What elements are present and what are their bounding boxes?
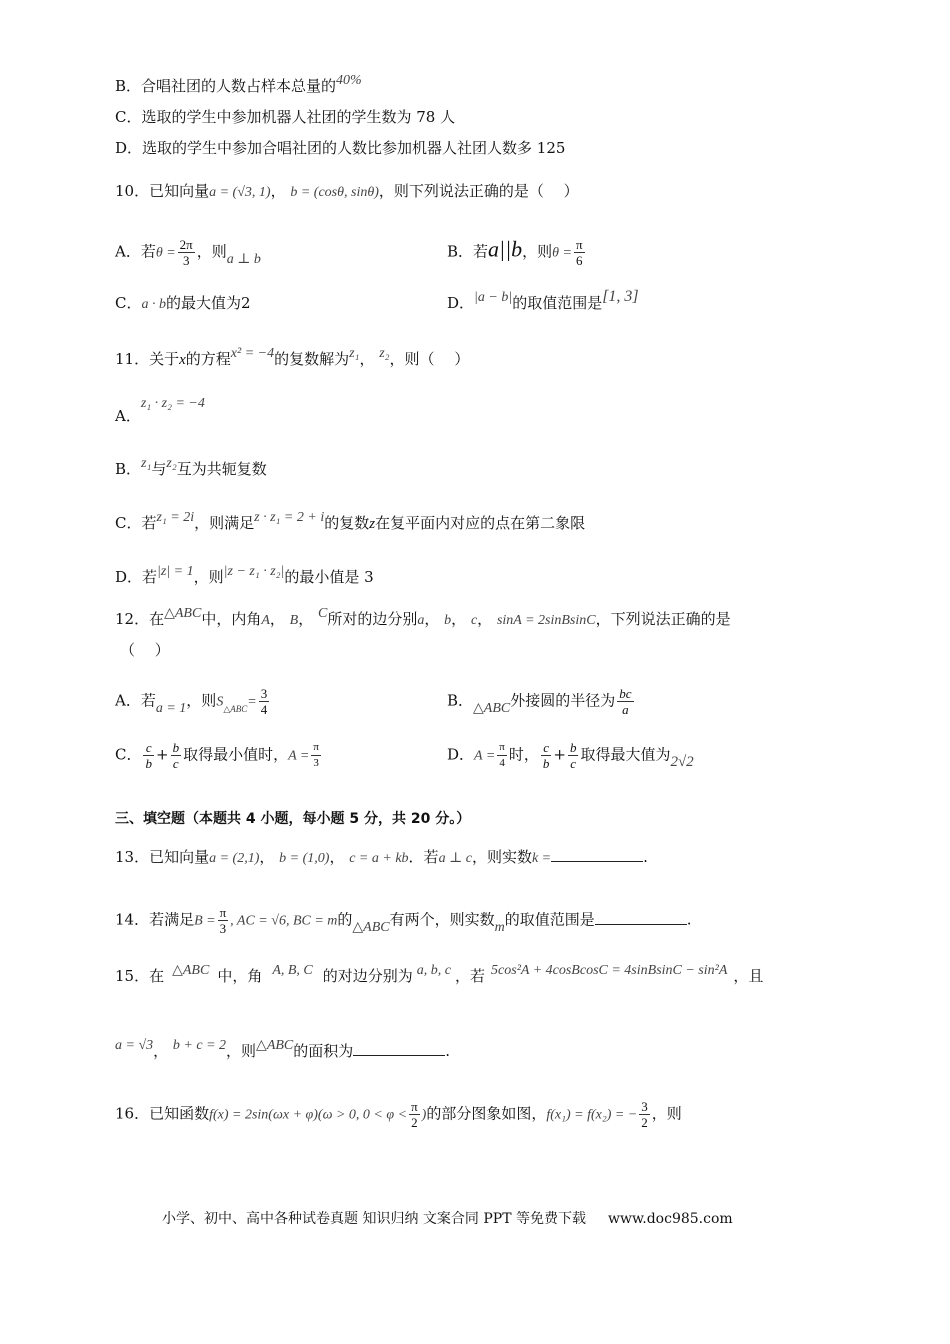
q12-c-n1: c	[143, 740, 154, 756]
q10-d-range: [1, 3]	[602, 288, 639, 305]
q10-stem-text: 10．已知向量	[115, 182, 210, 200]
q13-vector-a: a = (2,1)	[209, 851, 260, 866]
q10-option-c	[115, 293, 251, 315]
q12-c-den: 3	[313, 757, 319, 769]
q14-end: .	[686, 910, 692, 929]
q12-b-text: 外接圆的半径为	[510, 691, 616, 710]
q12-d-n1: c	[541, 740, 552, 756]
q10-d-label: D．	[447, 294, 475, 312]
q15-line1	[115, 963, 764, 988]
q16-condition: f(x₁) = f(x₂) = −	[546, 1107, 638, 1123]
q11-c-text-b: 在复平面内对应的点在第二象限	[375, 514, 586, 532]
q11-a-math: z₁ · z₂ = −4	[140, 396, 205, 411]
q9-option-b-percent: 40%	[336, 73, 362, 88]
q10-c-label: C．	[115, 294, 142, 312]
q11-stem-b: 的方程	[185, 350, 231, 368]
q10-option-a	[115, 237, 261, 268]
q14-mid: 的	[337, 910, 353, 929]
q10-vector-b: b = (cosθ, sinθ)	[290, 185, 379, 200]
q16-mid: 的部分图象如图，	[426, 1104, 547, 1123]
q12-d-label: D．	[447, 745, 475, 764]
q12-a-S: S	[216, 694, 224, 710]
q14-fraction	[218, 905, 229, 936]
q12-b-num: bc	[619, 686, 632, 701]
q11-d-mid: ，则	[193, 568, 224, 586]
q12-d-eq: A =	[474, 748, 496, 764]
q12-option-a	[115, 686, 271, 717]
q13-end: .	[643, 848, 648, 866]
q12-stem: 12．在△ABC中，内角A， B， C所对的边分别a， b， c， sinA = 2sinBsinC，下列说法正确的是	[115, 606, 731, 628]
q11-c-math1: z₁ = 2i	[156, 510, 195, 525]
q10-c-text: 的最大值为2	[165, 294, 251, 312]
q15-mid1: 中，角	[217, 967, 263, 985]
q12-b-label: B．	[447, 691, 474, 710]
q10-a-fraction	[178, 237, 195, 268]
q15-triangle-2: △ABC	[256, 1038, 294, 1053]
q10-stem-end: ，则下列说法正确的是（ ）	[378, 182, 579, 200]
q11-d-text: 的最小值是 3	[284, 568, 374, 586]
q15-mid4: ，则	[226, 1042, 257, 1060]
q13-answer-blank[interactable]	[551, 847, 643, 862]
q12-c-plus: +	[155, 745, 169, 764]
q11-z2: z₂	[379, 346, 390, 361]
q9-option-d: D．选取的学生中参加合唱社团的人数比参加机器人社团人数多 125	[115, 139, 566, 157]
q15-mid2: 的对边分别为	[322, 967, 413, 985]
q12-c-frac2	[171, 740, 182, 771]
q12-stem-c: 所对的边分别	[327, 610, 418, 628]
q15-post: 的面积为	[293, 1042, 354, 1060]
q16-end: ，则	[651, 1104, 682, 1123]
q10-d-text: 的取值范围是	[512, 294, 603, 312]
q16-function: f(x) = 2sin(ωx + φ)(ω > 0, 0 < φ <	[209, 1107, 408, 1123]
q12-c-text: 取得最小值时，	[183, 745, 289, 764]
q11-stem-c: 的复数解为	[274, 350, 350, 368]
q16-cden: 2	[641, 1115, 648, 1130]
q15-equation: 5cos²A + 4cosBcosC = 4sinBsinC − sin²A	[491, 963, 728, 978]
q12-c-n2: b	[172, 740, 180, 755]
q12-c-label: C．	[115, 745, 142, 764]
q13: 13．已知向量a = (2,1)， b = (1,0)， c = a + kb．若a ⊥ c，则实数k = .	[115, 848, 648, 866]
q14-m: m	[494, 919, 505, 935]
q10-c-math: a · b	[141, 297, 166, 312]
q11-c-text-a: 的复数	[324, 514, 370, 532]
q14-post-a: 有两个，则实数	[389, 910, 495, 929]
q10-a-theta: θ =	[155, 245, 176, 261]
q11-stem-d: ，则（ ）	[389, 350, 470, 368]
footer-text: 小学、初中、高中各种试卷真题 知识归纳 文案合同 PPT 等免费下载	[162, 1211, 586, 1227]
q12-angle-c: C	[318, 606, 328, 621]
q15-triangle: △ABC	[172, 963, 210, 978]
q12-side-b: b	[444, 613, 452, 628]
q12-c-angle-fraction	[311, 740, 321, 771]
q14-answer-blank[interactable]	[595, 910, 687, 925]
q12-stem-a: 12．在	[115, 610, 165, 628]
q9-option-b-text: B．合唱社团的人数占样本总量的	[115, 77, 337, 95]
q12-d-value: 2√2	[670, 753, 694, 770]
page-footer	[162, 1208, 733, 1228]
q11-b-label: B．	[115, 460, 142, 478]
q11-stem: 11．关于x的方程x² = −4的复数解为z₁， z₂，则（ ）	[115, 346, 470, 368]
q12-a-den: 4	[260, 702, 268, 717]
q11-d-math1: |z| = 1	[157, 564, 194, 579]
section-3-title: 三、填空题（本题共 4 小题，每小题 5 分，共 20 分。）	[115, 811, 471, 827]
q13-vector-c: c = a + kb	[349, 851, 409, 866]
q12-d-text: 取得最大值为	[580, 745, 671, 764]
q12-side-c: c	[470, 613, 478, 628]
q16-cond-fraction	[639, 1099, 650, 1130]
q12-option-d	[447, 740, 694, 771]
q10-option-b	[447, 237, 587, 268]
q12-option-c	[115, 740, 323, 771]
q11-x: x	[179, 352, 186, 368]
q10-b-den: 6	[576, 253, 583, 268]
q12-stem-d: ，下列说法正确的是	[595, 610, 731, 628]
q10-b-label: B．若	[447, 242, 489, 261]
q16-stem: 16．已知函数	[115, 1104, 210, 1123]
q12-paren: （ ）	[120, 641, 170, 659]
q11-b-text: 互为共轭复数	[176, 460, 267, 478]
q14	[115, 905, 692, 936]
q10-a-num: 2π	[179, 237, 193, 252]
q15-angles: A, B, C	[272, 963, 313, 978]
q11-c-mid: ，则满足	[194, 514, 255, 532]
q12-c-num: π	[311, 740, 321, 756]
q14-triangle: △ABC	[352, 919, 390, 935]
q10-stem	[115, 181, 579, 203]
q13-k: k =	[531, 851, 552, 866]
q12-side-a: a	[417, 613, 425, 628]
q12-d-num: π	[497, 740, 507, 756]
q10-sep: ，	[270, 182, 286, 200]
footer-url[interactable]: www.doc985.com	[607, 1211, 733, 1227]
q13-post: ，则实数	[471, 848, 532, 866]
q10-a-math: a ⊥ b	[226, 251, 261, 267]
q12-d-frac1	[541, 740, 552, 771]
q10-b-parallel: a||b	[488, 236, 523, 262]
q15-line2: a = √3， b + c = 2，则△ABC的面积为 .	[115, 1038, 451, 1060]
q15-mid3: ，若	[455, 967, 486, 985]
q11-stem-a: 11．关于	[115, 350, 180, 368]
q11-b-z1: z₁	[141, 456, 152, 471]
q11-option-d	[115, 564, 374, 589]
q9-option-c: C．选取的学生中参加机器人社团的学生数为 78 人	[115, 108, 456, 126]
q10-a-den: 3	[182, 253, 190, 268]
q14-post-b: 的取值范围是	[504, 910, 595, 929]
q13-perp: a ⊥ c	[438, 851, 472, 866]
q12-c-d2: c	[172, 756, 179, 771]
q14-num: π	[219, 905, 227, 920]
q12-a-num: 3	[260, 686, 268, 701]
q9-option-b	[115, 73, 362, 98]
q12-c-eq: A =	[288, 748, 310, 764]
q12-d-den: 4	[499, 757, 505, 769]
q10-a-label: A．若	[115, 242, 156, 261]
q12-d-angle-fraction	[497, 740, 507, 771]
q15-end2: .	[445, 1042, 451, 1060]
q15-stem: 15．在	[115, 967, 165, 985]
q16-cnum: 3	[641, 1099, 648, 1114]
q11-option-c	[115, 510, 586, 535]
q11-a-label: A．	[115, 407, 141, 425]
q10-b-fraction	[574, 237, 585, 268]
q10-b-num: π	[575, 237, 583, 252]
q12-a-math: a = 1	[155, 700, 187, 716]
q14-stem: 14．若满足	[115, 910, 195, 929]
q10-vector-a: a = (√3, 1)	[209, 185, 271, 200]
q11-b-z2: z₂	[166, 456, 177, 471]
q11-z1: z₁	[349, 346, 360, 361]
q12-condition: sinA = 2sinBsinC	[496, 613, 596, 628]
q14-b-eq: B =	[194, 913, 216, 929]
q11-c-z: z	[369, 516, 376, 532]
q15-answer-blank[interactable]	[353, 1041, 445, 1056]
q15-a: a = √3	[115, 1038, 154, 1053]
q12-triangle: △ABC	[164, 606, 202, 621]
q16	[115, 1099, 682, 1130]
q14-conditions: , AC = √6, BC = m	[230, 913, 338, 929]
q11-c-math2: z · z₁ = 2 + i	[254, 510, 325, 525]
q15-sides: a, b, c	[416, 963, 452, 978]
q13-stem: 13．已知向量	[115, 848, 210, 866]
q10-option-d	[447, 288, 639, 315]
q12-d-n2: b	[569, 740, 577, 755]
q10-a-mid: ，则	[196, 242, 227, 261]
q10-b-mid: ，则	[522, 242, 553, 261]
q11-d-math2: |z − z₁ · z₂|	[223, 564, 285, 579]
q10-d-math: |a − b|	[474, 290, 513, 305]
q12-a-fraction	[259, 686, 270, 717]
q11-c-label: C．若	[115, 514, 157, 532]
q12-d-frac2	[568, 740, 579, 771]
q12-option-b	[447, 686, 636, 717]
q11-d-label: D．若	[115, 568, 158, 586]
q12-stem-b: 中，内角	[201, 610, 262, 628]
q16-phi-fraction	[409, 1099, 420, 1130]
q11-b-and: 与	[151, 460, 167, 478]
q16-num: π	[411, 1099, 418, 1114]
q12-angle-b: B	[289, 613, 299, 628]
q12-a-S-sub: △ABC	[223, 703, 248, 714]
q11-equation: x² = −4	[230, 346, 275, 361]
q12-b-fraction	[617, 686, 633, 717]
q12-d-d2: c	[570, 756, 577, 771]
q10-b-theta: θ =	[552, 245, 572, 261]
q12-a-label: A．若	[115, 691, 156, 710]
q15-end1: ，且	[733, 967, 764, 985]
q11-option-a	[115, 396, 205, 428]
q12-c-d1: b	[145, 756, 152, 771]
q12-angle-a: A	[261, 613, 270, 628]
q12-a-eq: =	[247, 694, 257, 710]
q14-den: 3	[219, 921, 227, 936]
q12-d-plus: +	[553, 745, 566, 764]
q12-b-den: a	[622, 702, 629, 717]
q12-a-mid: ，则	[186, 691, 217, 710]
q16-den: 2	[411, 1115, 418, 1130]
q12-b-triangle: △ABC	[473, 700, 511, 716]
q11-option-b	[115, 456, 267, 481]
q13-mid: ．若	[408, 848, 439, 866]
q13-vector-b: b = (1,0)	[279, 851, 330, 866]
q15-b-plus-c: b + c = 2	[172, 1038, 227, 1053]
q12-d-mid: 时，	[508, 745, 539, 764]
q12-c-frac1	[143, 740, 154, 771]
q16-close: )	[421, 1107, 427, 1123]
q12-d-d1: b	[542, 756, 550, 771]
